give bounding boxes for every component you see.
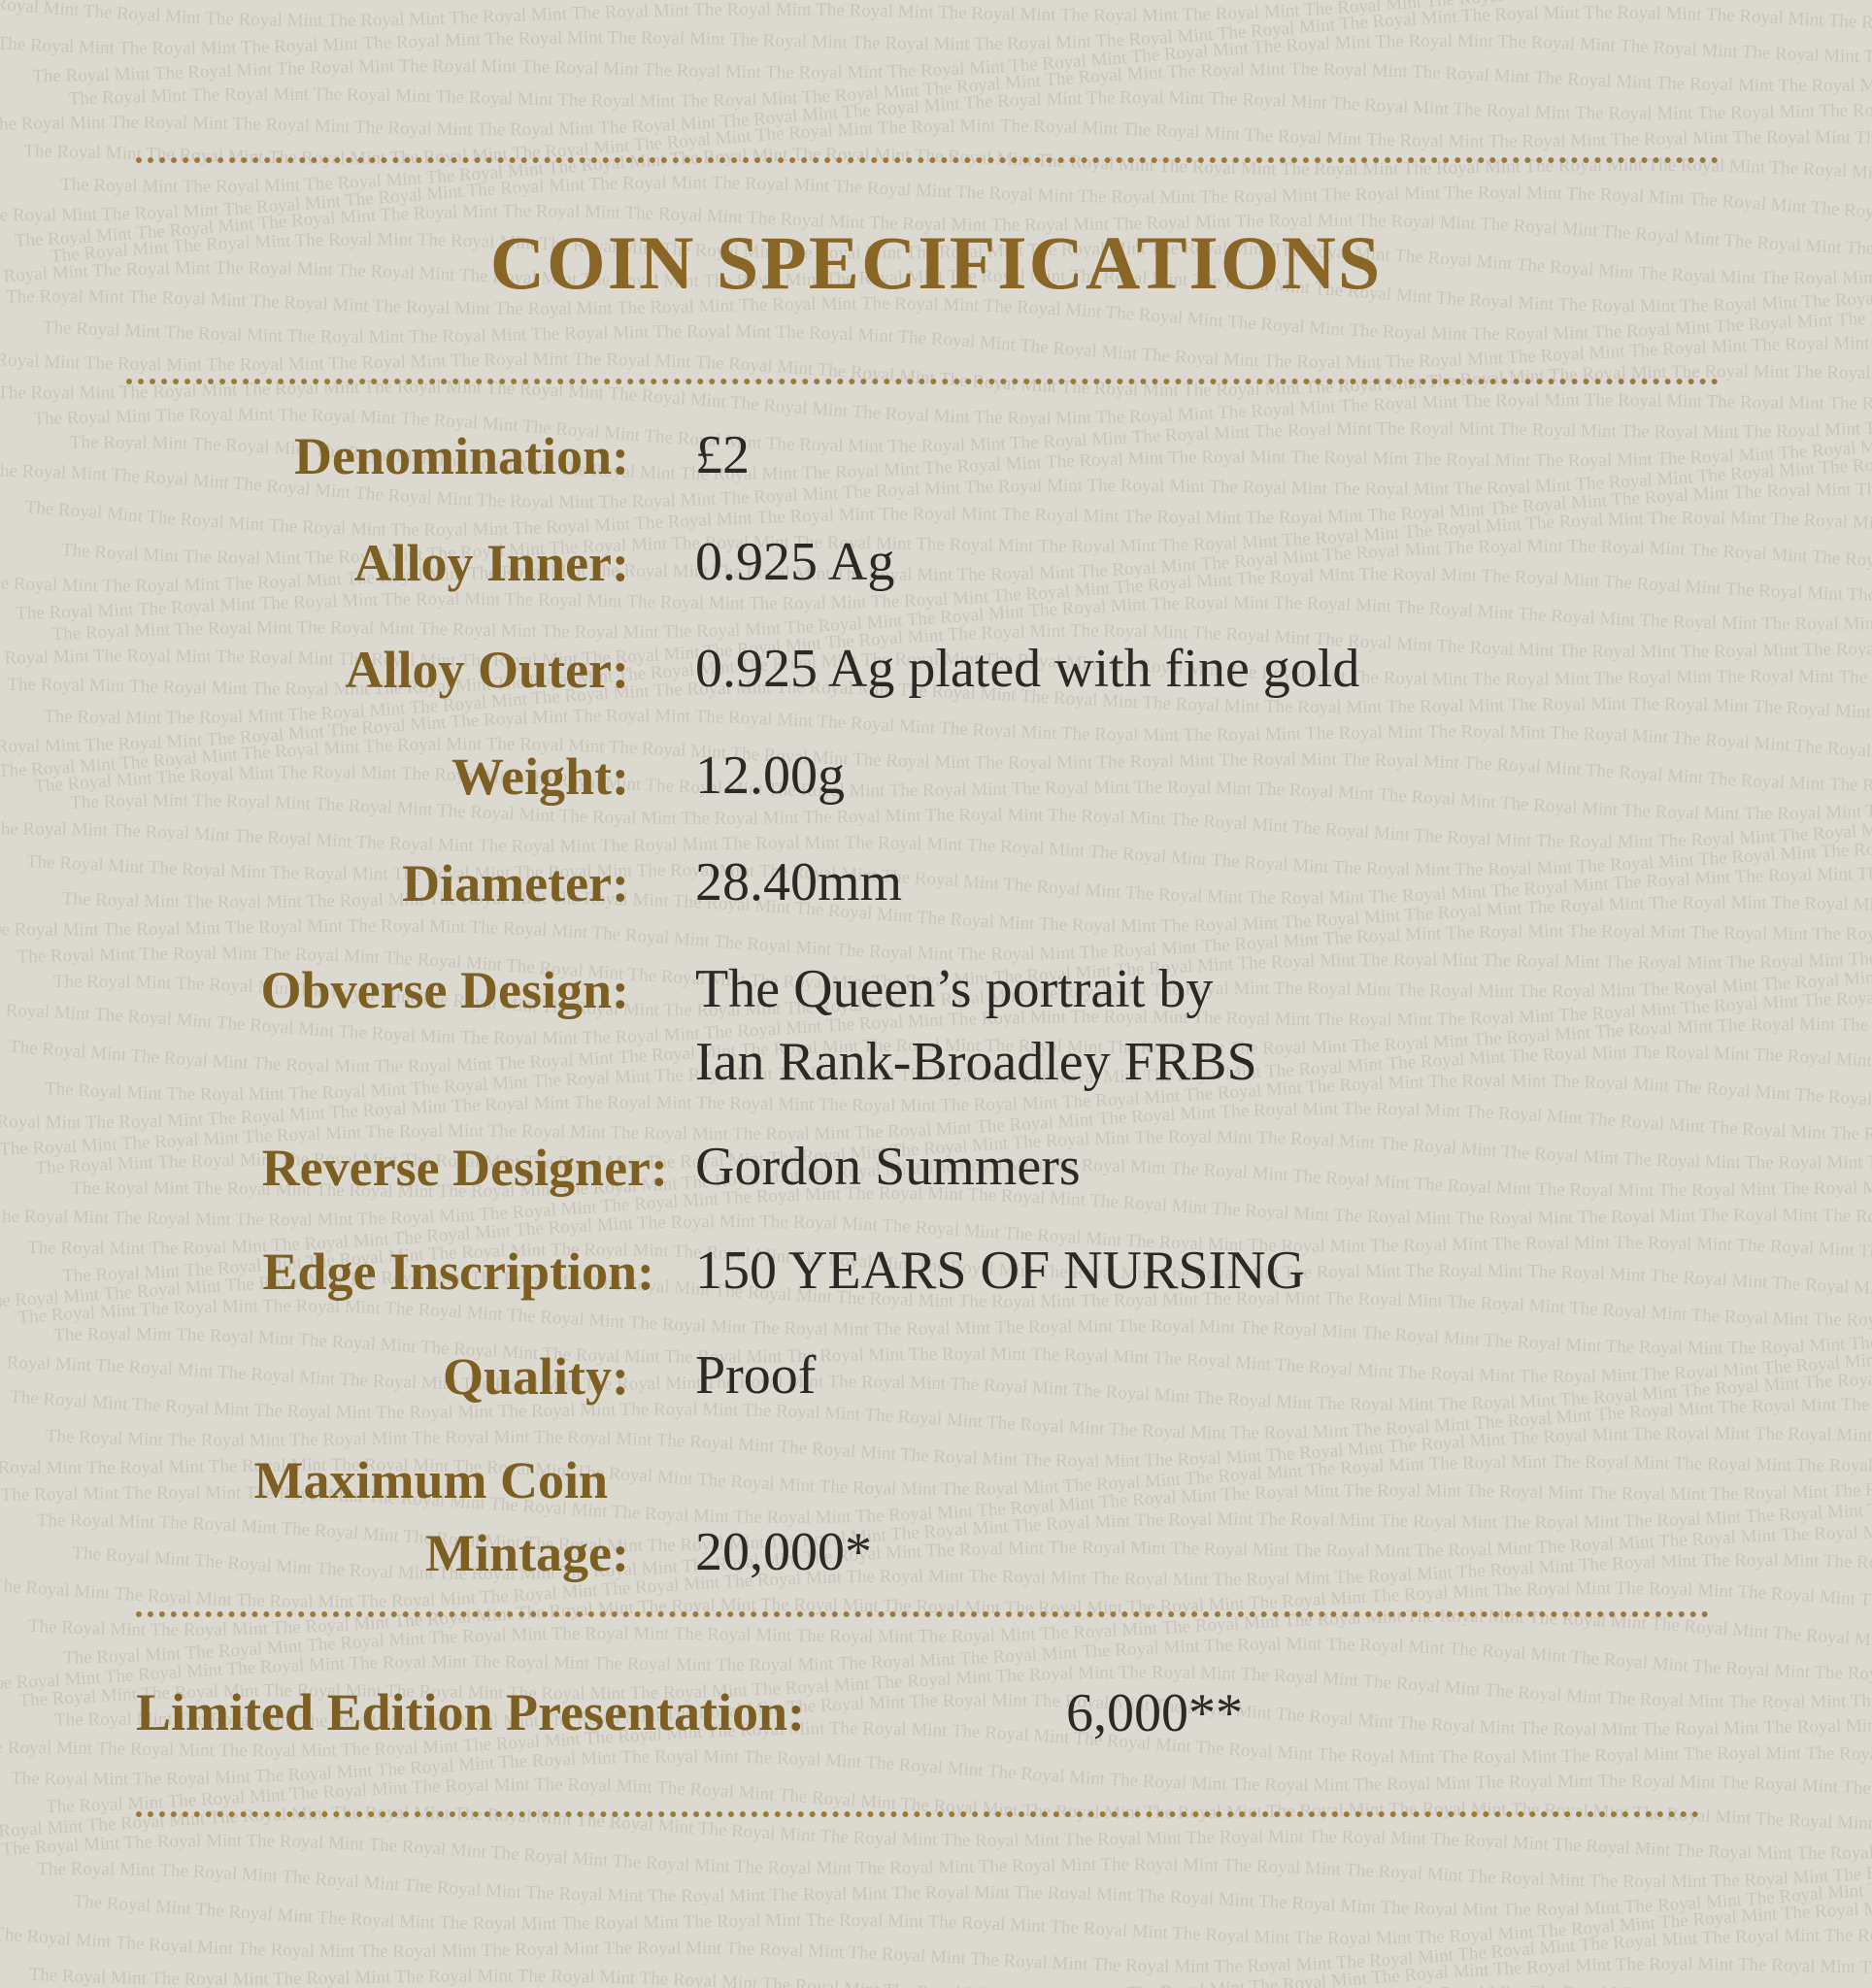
watermark-row: he Royal Mint The Royal Mint The Royal Mint The Royal Mint The Royal Mint The Royal Mint The Royal Mint The Royal Mint The Royal Mint The Royal Mint The Royal Mint The Royal Mint The Royal Mint The Royal Mint The Royal Mint The — [0, 0, 1872, 429]
watermark-row: The Royal Mint The Royal Mint The Royal Mint The Royal Mint The Royal Mint The Royal Mint The Royal Mint The Royal Mint The Royal Mint The Royal Mint The Royal Mint The Royal Mint The Royal Mint The Royal Mint The Royal — [0, 0, 1872, 484]
watermark-row: The Royal Mint The Royal Mint The Royal Mint The Royal Mint The Royal Mint The Royal Mint The Roya t The Royal Mint The Royal Mint The Royal Mint The Royal Mint The Royal Mint T — [0, 0, 1872, 1988]
watermark-row: The Royal Mint The Royal Mint The Royal Mint The Royal Mint The Royal Mint The Royal Mint The Royal Mint The Royal Mint The Royal Mint The Royal Mint The Royal Mint The Royal Mint The Royal Mint The Royal Mint The Royal Mint — [0, 0, 1872, 1556]
spec-value: £2 — [695, 428, 750, 482]
watermark-row: The Royal Mint The Royal Mint The Royal Mint The Royal Mint The Royal Mint The Royal Mint The Royal Mint The Royal Mint The Royal Mint The Royal Mint The Royal Mint The Royal Mint The Royal Mint The Royal Mint The Royal Mint T — [0, 0, 1872, 1266]
spec-value: Gordon Summers — [695, 1140, 1081, 1194]
watermark-row: The Royal Mint The Royal Mint The Royal Mint The Royal Mint The Royal Mint The Royal Mint The Royal Mint The Royal Mint The Royal Mint The Royal Mint The Royal Mint The Royal Mint The Royal Mint The Royal Mint The Royal Mint The — [0, 0, 1872, 1803]
watermark-row: he Royal Mint The Royal Mint The Royal Mint The Royal Mint The Royal Mint The Royal Mint The Royal Mint The Royal Mint The Royal Mint The Royal Mint The Royal Mint The Royal Mint The Royal Mint The Royal Mint The Royal Mint The R — [0, 0, 1872, 1612]
watermark-row: The Royal Mint The Royal Mint The Royal Mint The Royal Mint The Royal Mint The Royal Mint The Royal Mint The Royal Mint The Royal Mint The Royal Mint The Royal Mint The Royal Mint The Royal Mint The Royal Mint The Royal Mi — [0, 0, 1872, 645]
watermark-row: The Royal Mint The Royal Mint The Royal Mint The Royal Mint The Royal Mint The Royal Mint The Royal Mint The Royal Mint The Royal Mint The Royal Mint The Royal Mint The Royal Mint The Royal Mint The Royal Mint The Royal Mint — [0, 0, 1872, 373]
watermark-row: The Royal Mint The Royal Mint The Royal Mint The Royal Mint The Royal Mint The Royal Mint The Royal Mint The Royal Mint The Royal Mint The Royal Mint The Royal Mint The Royal Mint The Royal Mint The Royal Mint The Royal Mint — [0, 0, 1872, 1178]
spec-value: 12.00g — [695, 748, 845, 803]
watermark-row: The Royal Mint The Royal Mint The Royal Mint The Royal Mint The Royal Mint The Royal Mint The Royal Mint The Royal Mint The Royal Mint The Royal Mint The Royal Mint The Royal Mint The Royal Mint The Royal Mint The Royal Mi — [0, 0, 1872, 1021]
watermark-row: The Royal Mint The Royal Mint The Royal Mint The Royal Mint The Royal Mint The Royal Mint The Royal Mint The Royal Mint The Royal Mint The Royal Mint The Royal Mint The Royal Mint The Royal Mint The Royal Mint The Royal M — [0, 0, 1872, 1301]
watermark-row: The Royal Mint The Royal Mint The Royal Mint The Royal Mint The Royal Mint The Royal Mint The Royal Mint The Royal Mint The Royal Mint The Royal Mint The Royal Mint The Royal Mint The Royal Mint The Royal Mint The Royal Mint The — [0, 0, 1872, 345]
divider-top — [136, 157, 1719, 163]
watermark-row: The Royal Mint The Royal Mint The Royal Mint The Royal Mint The Royal Mint The Royal Mint The Royal Mint The Royal Mint The Royal Mint The Royal Mint The Royal Mint The Royal Mint The Royal Mint The Royal Mint The Royal Mint Th — [0, 0, 1872, 1359]
watermark-row: he Royal Mint The Royal Mint The Royal Mint The Royal Mint The Royal Mint The Royal Mint The Royal Mint The Royal Mint The Royal Mint The Royal Mint The Royal Mint The Royal Mint The Royal Mint The Royal Mint The Royal Mint The R — [0, 0, 1872, 1230]
watermark-row: The Royal Mint The Royal Mint The Royal Mint The Royal Mint The Royal Mint The Royal Mint The Royal Mint The Royal Mint The Royal Mint The Royal Mint The Royal Mint The Royal Mint The Royal Mint The Royal Mint The Royal Mint Th — [0, 0, 1872, 993]
watermark-row: The Royal Mint The Royal Mint The Royal Mint The Royal Mint The Royal Mint The Royal Mint The Royal Mint The Royal Mint The Royal Mint The Royal Mint The Royal Mint The Royal Mint The Royal Mint The Royal Mint The Royal Mi — [0, 0, 1872, 1740]
watermark-row: The Royal Mint The Royal Mint The Royal Mint The Royal Mint The Royal Mint The Royal Mint The Royal Mint The Royal Mint The Royal Mint The Royal Mint The Royal Mint The Royal Mint The Royal Mint The Royal Mint The Royal Mint — [0, 0, 1872, 86]
watermark-row: he Royal Mint The Royal Mint The Royal Mint The Royal Mint The Royal Mint The Royal Mint The Royal Mint The Royal Mint The Royal Mint The Royal Mint The Royal Mint The Royal Mint The Royal Mint The Royal Mint The Royal Mint The R — [0, 0, 1872, 1977]
watermark-row: The Royal Mint The Royal Mint The Royal Mint The Royal Mint The Royal Mint The Royal Mint The Royal Mint The Royal Mint The Royal Mint The Royal Mint The Royal Mint The Royal Mint The Royal Mint The Royal Mint The Royal — [0, 0, 1872, 1202]
watermark-row: The Royal Mint The Royal Mint The Royal Mint The Royal Mint The Royal Mint The Royal Mint The Royal Mint The Royal Mint The Royal Mint The Royal Mint The Royal Mint The Royal Mint The Royal Mint The Royal Mint The Royal Mint The — [0, 0, 1872, 700]
watermark-row: The Royal Mint The Royal Mint The Royal Mint The Royal Mint The Royal Mint The Royal Mint The Royal Mint The Royal Mint The Royal Mint The Royal Mint The Royal Mint The Royal Mint The Royal Mint The Royal Mint The Royal Mint T — [0, 0, 1872, 541]
watermark-row: The Royal Mint The Royal Mint The Royal Mint The Royal Mint The Royal Mint The Royal Mint The Royal Mint The Royal Mint The Royal Mint The Royal Mint The Royal Mint The Royal Mint The Royal Mint The Royal Mint The Royal Mint — [0, 0, 1872, 1105]
watermark-row: The Royal Mint The Royal Mint The Royal Mint The Royal Mint The Royal Mint The Royal Mint The Royal Mint The Royal Mint The Royal Mint The Royal Mint The Royal Mint The Royal Mint The Royal Mint The Royal Mint The Royal Mint Th — [0, 0, 1872, 624]
watermark-row: e Royal Mint The Royal Mint The Royal Mint The Royal Mint The Royal Mint The Royal Mint The Royal Mint The Royal Mint The Royal Mint The Royal Mint The Royal Mint The Royal Mint The Royal Mint The Royal Mint The Royal Mint The Ro — [0, 0, 1872, 1694]
watermark-row: e Royal Mint The Royal Mint The Royal Mint The Royal Mint The Royal Mint The Royal Mint The Royal Mint The Royal Mint The Royal Mint The Royal Mint The Royal Mint The Royal Mint The Royal Mint The Royal Mint The Royal Mint The R — [0, 0, 1872, 140]
watermark-row: he Royal Mint The Royal Mint The Royal Mint The Royal Mint The Royal Mint The Royal Mint The Royal Mint The Royal Mint The Royal Mint The Royal Mint The Royal Mint The Royal Mint The Royal Mint The Royal Mint The Royal Mint The R — [0, 0, 1872, 880]
spec-value-line2: Ian Rank-Broadley FRBS — [695, 1035, 1257, 1089]
watermark-row: The Royal Mint The Royal Mint The Royal Mint The Royal Mint The Royal Mint The Royal Mint The Royal Mint The Royal Mint The Royal Mint The Royal Mint The Royal Mint The Royal Mint The Royal Mint The Royal Mint The Royal Mint — [0, 0, 1872, 824]
spec-label: Alloy Inner: — [354, 537, 630, 589]
spec-label: Denomination: — [294, 430, 629, 482]
spec-label-line2: Mintage: — [425, 1527, 629, 1579]
spec-label: Weight: — [451, 750, 629, 803]
watermark-row: The Royal Mint The Royal Mint The Royal Mint The Royal Mint The Royal Mint The Royal Mint The Royal Mint The Royal Mint The Royal Mint The Royal Mint The Royal Mint The Royal Mint The Royal Mint The Royal Mint The Royal M — [0, 0, 1872, 197]
watermark-row: he Royal Mint The Royal Mint The Royal Mint The Royal Mint The Royal Mint The Royal Mint The Royal Mint The Royal Mint The Royal Mint The Royal Mint The Royal Mint The Royal Mint The Royal Mint The Royal Mint The Royal Mint The — [0, 0, 1872, 59]
spec-value: Proof — [695, 1348, 816, 1403]
spec-value: 0.925 Ag plated with fine gold — [695, 642, 1359, 696]
watermark-row: e Royal Mint The Royal Mint The Royal Mint The Royal Mint The Royal Mint The Royal Mint The Royal Mint The Royal Mint The Royal Mint The Royal Mint The Royal Mint The Royal Mint The Royal Mint The Royal Mint The Royal Mint The Ro — [0, 0, 1872, 596]
spec-label: Alloy Outer: — [346, 644, 629, 696]
divider-bottom — [136, 1811, 1699, 1817]
watermark-row: oyal Mint The Royal Mint The Royal Mint The Royal Mint The Royal Mint The Royal Mint The Royal Mint The Royal Mint The Royal Mint The Royal Mint The Royal Mint The Royal Mint The Royal Mint The Royal Mint The Royal Mint The Roya — [0, 0, 1872, 1864]
watermark-row: The Royal Mint The Royal Mint The Royal Mint The Royal Mint The Royal Mint The Royal Mint The Royal Mint The Royal Mint The Royal Mint The Royal Mint The Royal Mint The Royal Mint The Royal Mint The Royal Mint The Royal Mint Th — [0, 0, 1872, 1712]
limited-edition-label: Limited Edition Presentation: — [136, 1686, 805, 1739]
watermark-row: The Royal Mint The Royal Mint The Royal Mint The Royal Mint The Royal Mint The Royal Mint The Royal Mint The Royal Mint The Royal Mint The Royal Mint The Royal Mint The Royal Mint The Royal Mint The Royal Mint The Royal Mint — [0, 0, 1872, 1920]
spec-value: 0.925 Ag — [695, 535, 894, 589]
watermark-row: Royal Mint The Royal Mint The Royal Mint The Royal Mint The Royal Mint The Royal Mint The Royal Mint The Royal Mint The Royal Mint The Royal Mint The Royal Mint The Royal Mint The Royal Mint The Royal Mint The Royal Mint The Roy — [0, 0, 1872, 1049]
watermark-row: The Royal Mint The Royal Mint The Royal Mint The Royal Mint The Royal Mint The Royal Mint The Royal Mint The Royal Mint The Royal Mint The Royal Mint The Royal Mint The Royal Mint The Royal Mint The Royal Mint The Royal Mint T — [0, 0, 1872, 1640]
spec-label: Obverse Design: — [261, 964, 629, 1016]
watermark-row: The Royal Mint The Royal Mint The Royal Mint The Royal Mint The Royal Mint The Royal Mint The Royal Mint The Royal Mint The Royal Mint The Royal Mint The Royal Mint The Royal Mint The Royal Mint The Royal Mint The Royal — [0, 0, 1872, 1949]
spec-label: Quality: — [443, 1350, 629, 1403]
watermark-row: e Royal Mint The Royal Mint The Royal Mint The Royal Mint The Royal Mint The Royal Mint The Royal Mint The Royal Mint The Royal Mint The Royal Mint The Royal Mint The Royal Mint The Royal Mint The Royal Mint The Royal Mint The Ro — [0, 0, 1872, 1331]
watermark-row: The Royal Mint The Royal Mint The Royal Mint The Royal Mint The Royal Mint The Royal Mint The Royal Mint The Royal Mint The Royal Mint The Royal Mint The Royal Mint The Royal Mint The Royal Mint The Royal Mint The Royal — [0, 0, 1872, 112]
watermark-row: Royal Mint The Royal Mint The Royal Mint The Royal Mint The Royal Mint The Royal Mint The Royal Mint The Royal Mint The Royal Mint The Royal Mint The Royal Mint The Royal Mint The Royal Mint The Royal Mint The Royal Mint The Roy — [0, 0, 1872, 674]
spec-label: Reverse Designer: — [262, 1142, 668, 1194]
watermark-row: The Royal Mint The Royal Mint The Royal Mint The Royal Mint The Royal Mint The Royal Mint The Royal Mint The Royal Mint The Royal Mint The Royal Mint The Royal Mint The Royal Mint The Royal Mint The Royal Mint The Royal M — [0, 0, 1872, 1669]
spec-label: Diameter: — [402, 857, 629, 910]
watermark-row: Royal Mint The Royal Mint The Royal Mint The Royal Mint The Royal Mint The Royal Mint The Royal Mint The Royal Mint The Royal Mint The Royal Mint The Royal Mint The Royal Mint The Royal Mint The Royal Mint The Royal Mint The Roy — [0, 0, 1872, 316]
watermark-row: he Royal Mint The Royal Mint The Royal Mint The Royal Mint The Royal Mint The Royal Mint The Royal Mint The Royal Mint The Royal Mint The Royal Mint The Royal Mint The Royal Mint The Royal Mint The Royal Mint The Royal Mint The R — [0, 0, 1872, 513]
watermark-row: oyal Mint The Royal Mint The Royal Mint The Royal Mint The Royal Mint The Royal Mint The Royal Mint The Royal Mint The Royal Mint The Royal Mint The Royal Mint The Royal Mint The Royal Mint The Royal Mint The Royal Mint The Roya — [0, 0, 1872, 1500]
watermark-row: The Royal Mint The Royal Mint The Royal Mint The Royal Mint The Royal Mint The Royal Mint The Royal Mint The Royal Mint The Royal Mint The Royal Mint The Royal Mint The Royal Mint The Royal Mint The Royal Mint The Royal Mint The — [0, 0, 1872, 1443]
watermark-row: The Royal Mint The Royal Mint The Royal Mint The Royal Mint The Royal Mint The Royal Mint The Royal Mint The Royal Mint The Royal Mint The Royal Mint The Royal Mint The Royal Mint The Royal Mint The Royal Mint The Royal Min — [0, 0, 1872, 1836]
watermark-row: The Royal Mint The Royal Mint The Royal Mint The Royal Mint The Royal Mint The Royal Mint The Royal Mint The Royal Mint The Royal Mint The Royal Mint The Royal Mint The Royal Mint The Royal Mint The Royal Mint The Royal M — [0, 0, 1872, 937]
watermark-row: The Royal Mint The Royal Mint The Royal Mint The Royal Mint The Royal Mint The Royal Mint The Royal Mint The Royal Mint The Royal Mint The Royal Mint The Royal Mint The Royal Mint The Royal Mint The Royal Mint The Royal Mint The — [0, 0, 1872, 1077]
spec-label: Maximum Coin — [254, 1454, 609, 1507]
watermark-row: The Royal Mint The Royal Mint The Royal Mint The Royal Mint The Royal Mint The Royal Mint The Royal Mint The Royal Mint The Royal Mint The Royal Mint The Royal Mint The Royal Mint The Royal Mint The Royal Mint The Royal Mint The — [0, 0, 1872, 1892]
watermark-row: The Royal Mint The Royal Mint The Royal Mint The Royal Mint The Royal Mint The Royal Mint The Royal Mint The Royal Mint The Royal Mint The Royal Mint The Royal Mint The Royal Mint The Royal Mint The Royal Mint The Royal M — [0, 0, 1872, 569]
watermark-row: The Royal Mint The Royal Mint The Royal Mint The Royal Mint The Royal Mint The Royal Mint The Royal Mint The Royal Mint The Royal Mint The Royal Mint The Royal Mint The Royal Mint The Royal Mint The Royal Mint The Royal Mint The — [0, 0, 1872, 1160]
watermark-row: e Royal Mint The Royal Mint The Royal Mint The Royal Mint The Royal Mint The Royal Mint The Royal Mint The Royal Mint The Royal Mint The Royal Mint The Royal Mint The Royal Mint The Royal Mint The Royal Mint The Royal Mint The Ro — [0, 0, 1872, 227]
spec-label: Edge Inscription: — [262, 1245, 654, 1298]
spec-value: 28.40mm — [695, 855, 902, 910]
watermark-row: The Royal Mint The Royal Mint The Royal Mint The Royal Mint The Royal Mint The Royal Mint The Royal Mint The Royal Mint The Royal Mint The Royal Mint The Royal Mint The Royal Mint The Royal Mint The Royal Mint The Royal — [0, 0, 1872, 1584]
watermark-row: The Royal Mint The Royal Mint The Royal Mint The Royal Mint The Royal Mint The Royal Mint The Royal Mint The Royal Mint The Royal Mint The Royal Mint The Royal Mint The Royal Mint The Royal Mint The Royal Mint The Royal Mint — [0, 0, 1872, 728]
watermark-row: oyal Mint The Royal Mint The Royal Mint The Royal Mint The Royal Mint The Royal Mint The Royal Mint The Royal Mint The Royal Mint The Royal Mint The Royal Mint The Royal Mint The Royal Mint The Royal Mint The Royal Mint The Roya — [0, 0, 1872, 1133]
spec-value: 20,000* — [695, 1525, 872, 1579]
divider-above-limited — [136, 1611, 1709, 1617]
watermark-row: The Royal Mint The Royal Mint The Royal Mint The Royal Mint The Royal Mint The Royal Mint The Royal Mint The Royal Mint The Royal Mint The Royal Mint The Royal Mint The Royal Mint The Royal Mint The Royal Mint The Royal Mint — [0, 0, 1872, 1472]
watermark-row: The Royal Mint The Royal Mint The Royal Mint The Royal Mint The Royal Mint The Royal Mint The Royal Mint The Royal Mint The Royal Mint The Royal Mint The Royal Mint The Royal Mint The Royal Mint The Royal Mint The Royal Mint The — [0, 0, 1872, 1528]
watermark-row: e Royal Mint The Royal Mint The Royal Mint The Royal Mint The Royal Mint The Royal Mint The Royal Mint The Royal Mint The Royal Mint The Royal Mint The Royal Mint The Royal Mint The Royal Mint The Royal Mint The Royal Mint The Ro — [0, 0, 1872, 965]
watermark-row: The Royal Mint The Royal Mint The Royal Mint The Royal Mint The Royal Mint The Royal Mint The Royal Mint The Royal Mint The Royal Mint The Royal Mint The Royal Mint The Royal Mint The Royal Mint The Royal Mint The Royal Min — [0, 0, 1872, 288]
watermark-row: Royal Mint The Royal Mint The Royal Mint The Royal Mint The Royal Mint The Royal Mint The Royal Mint The Royal Mint The Royal Mint The Royal Mint The Royal Mint The Royal Mint The Royal Mint The Royal Mint The Royal Mint The Roy — [0, 0, 1872, 1415]
watermark-row: The Royal Mint The Royal Mint The Royal Mint The Royal Mint The Royal Mint The Royal Mint The Royal Mint The Royal Mint The Royal Mint The Royal Mint The Royal Mint The Royal Mint The Royal Mint The Royal Mint The Royal Mint — [0, 0, 1872, 456]
limited-edition-value: 6,000** — [1066, 1686, 1243, 1740]
watermark-row: he Royal Mint The Royal Mint The Royal Mint The Royal Mint The Royal Mint The Royal Mint The Royal Mint The Royal Mint The Royal Mint The Royal Mint The Royal Mint The Royal Mint The Royal Mint The Royal Mint The Royal Mint The — [0, 0, 1872, 796]
watermark-row: The Royal Mint The Royal Mint The Royal Mint The Royal Mint The Royal Mint The Royal Mint The Royal Mint The Royal Mint The Royal Mint The Royal Mint The Royal Mint The Royal Mint The Royal Mint The Royal Mint The Royal Mint T — [0, 0, 1872, 909]
spec-value: 150 YEARS OF NURSING — [695, 1243, 1305, 1298]
watermark-row: Royal Mint The Royal Mint The Royal Mint The Royal Mint The Royal Mint The Royal Mint The Royal Mint The Royal Mint The Royal Mint The Royal Mint The Royal Mint The Royal Mint The Royal Mint The Royal Mint The Royal Mint The Roy — [0, 0, 1872, 1768]
page-title: COIN SPECIFICATIONS — [0, 225, 1872, 301]
spec-value: The Queen’s portrait by — [695, 962, 1213, 1016]
watermark-row: The Royal Mint The Royal Mint The Royal Mint The Royal Mint The Royal Mint The Royal Mint The Royal Mint The Royal Mint The Royal Mint The Royal Mint The Royal Mint The Royal Mint The Royal Mint The Royal Mint The Royal — [0, 0, 1872, 852]
watermark-row: oyal Mint The Royal Mint The Royal Mint The Royal Mint The Royal Mint The Royal Mint The Royal Mint The Royal Mint The Royal Mint The Royal Mint The Royal Mint The Royal Mint Th — [0, 0, 1872, 31]
divider-below-title — [126, 379, 1719, 384]
watermark-row: The Royal Mint The Royal Mint The Royal Mint The Royal Mint The Royal Mint The Royal Mint The Royal Mint The Royal Mint The Royal Mint The Royal Mint The Royal Mint The Royal Mint The Royal Mint The Royal Mint The Royal Mi — [0, 0, 1872, 1387]
watermark-row: The Royal Mint The Royal Mint The Royal Mint The Royal Mint The Royal Mint The Royal Mint The Royal Mint The Royal Mint The Royal Mint The Royal Mint The Royal Mint The Royal Mint The Royal Mint The Royal Mint The Royal Mint T — [0, 0, 1872, 169]
watermark-row: oyal Mint The Royal Mint The Royal Mint The Royal Mint The Royal Mint The Royal Mint The Royal Mint The Royal Mint The Royal Mint The Royal Mint The Royal Mint The Royal Mint The Royal Mint The Royal Mint The Royal Mint The Royal — [0, 0, 1872, 401]
watermark-row: The Royal Mint The Royal Mint The Royal Mint The Royal Mint The Royal Mint The Royal Mint The Royal Mint The Royal Mint The Royal Mint The Royal Mint The Royal Mint The Royal Mint The Royal Mint The Royal Mint The Royal Mint Th — [0, 0, 1872, 260]
watermark-row: oyal Mint The Royal Mint The Royal Mint The Royal Mint The Royal Mint The Royal Mint The Royal Mint The Royal Mint The Royal Mint The Royal Mint The Royal Mint The Royal Mint The Royal Mint The Royal Mint The Royal Mint The Royal — [0, 0, 1872, 765]
